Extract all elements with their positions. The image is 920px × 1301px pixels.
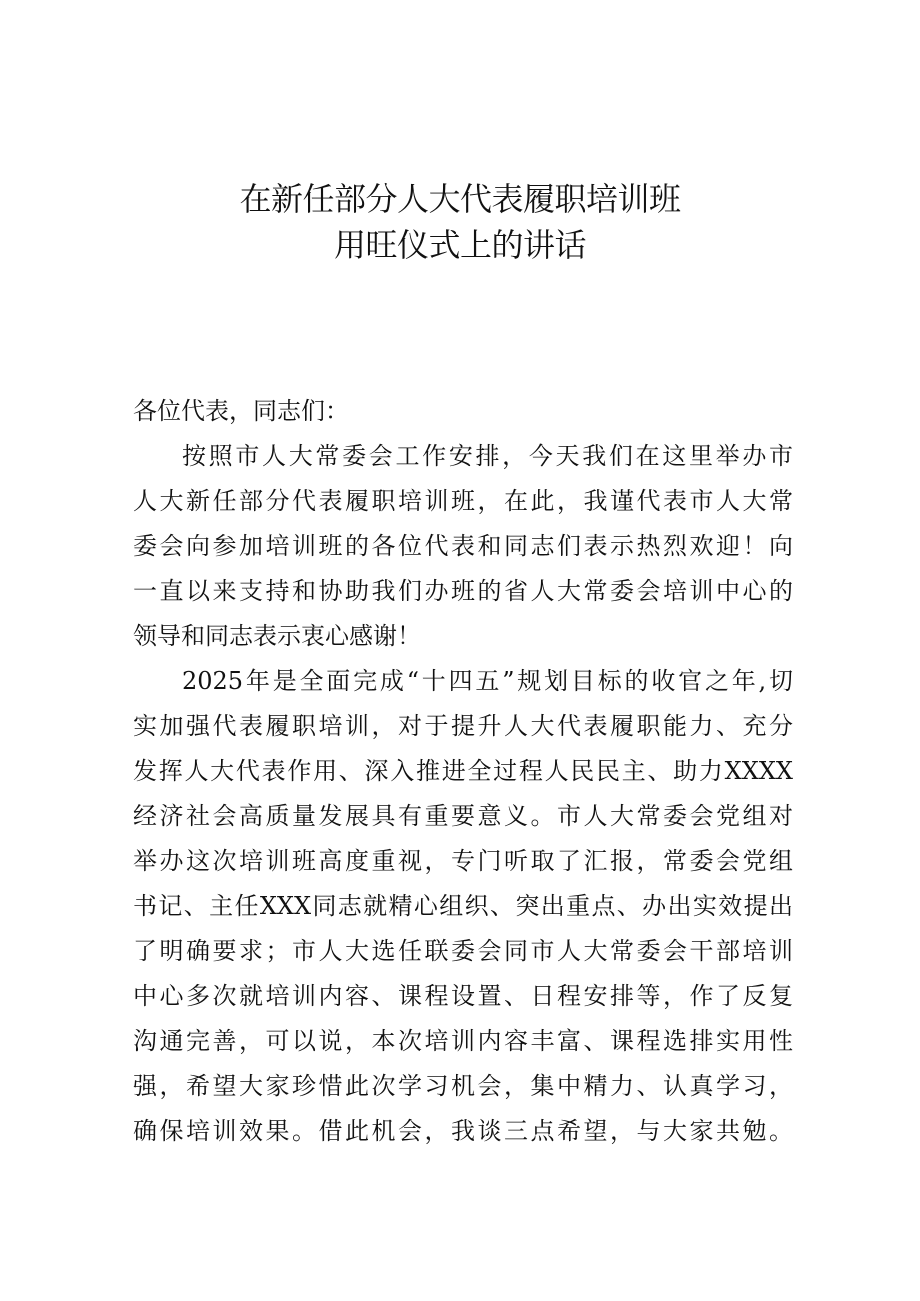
paragraph-2 xyxy=(133,659,793,1154)
document-title xyxy=(0,176,920,268)
salutation: 各位代表，同志们： xyxy=(133,397,349,425)
title-line-2: 用旺仪式上的讲话 xyxy=(333,226,586,264)
paragraph-line: 书记、主任XXX同志就精心组织、突出重点、办出实效提出 xyxy=(133,892,793,920)
document-body xyxy=(133,389,793,1154)
paragraph-line: 领导和同志表示衷心感谢！ xyxy=(133,622,421,650)
paragraph-line: 发挥人大代表作用、深入推进全过程人民民主、助力XXXX xyxy=(133,757,793,785)
paragraph-line: 2025年是全面完成“十四五”规划目标的收官之年,切 xyxy=(182,667,793,695)
paragraph-line: 举办这次培训班高度重视，专门听取了汇报，常委会党组 xyxy=(133,847,793,875)
paragraph-line: 按照市人大常委会工作安排，今天我们在这里举办市 xyxy=(182,442,793,470)
paragraph-line: 确保培训效果。借此机会，我谈三点希望，与大家共勉。 xyxy=(133,1117,793,1145)
paragraph-line: 沟通完善，可以说，本次培训内容丰富、课程选排实用性 xyxy=(133,1027,793,1055)
paragraph-line: 经济社会高质量发展具有重要意义。市人大常委会党组对 xyxy=(133,802,793,830)
title-line-1: 在新任部分人大代表履职培训班 xyxy=(239,180,681,218)
paragraph-line: 强，希望大家珍惜此次学习机会，集中精力、认真学习， xyxy=(133,1072,793,1100)
paragraph-1 xyxy=(133,434,793,659)
paragraph-line: 人大新任部分代表履职培训班，在此，我谨代表市人大常 xyxy=(133,487,793,515)
paragraph-line: 实加强代表履职培训，对于提升人大代表履职能力、充分 xyxy=(133,712,793,740)
paragraph-line: 委会向参加培训班的各位代表和同志们表示热烈欢迎！向 xyxy=(133,532,793,560)
paragraph-line: 一直以来支持和协助我们办班的省人大常委会培训中心的 xyxy=(133,577,793,605)
paragraph-line: 了明确要求；市人大选任联委会同市人大常委会干部培训 xyxy=(133,937,793,965)
paragraph-line: 中心多次就培训内容、课程设置、日程安排等，作了反复 xyxy=(133,982,793,1010)
